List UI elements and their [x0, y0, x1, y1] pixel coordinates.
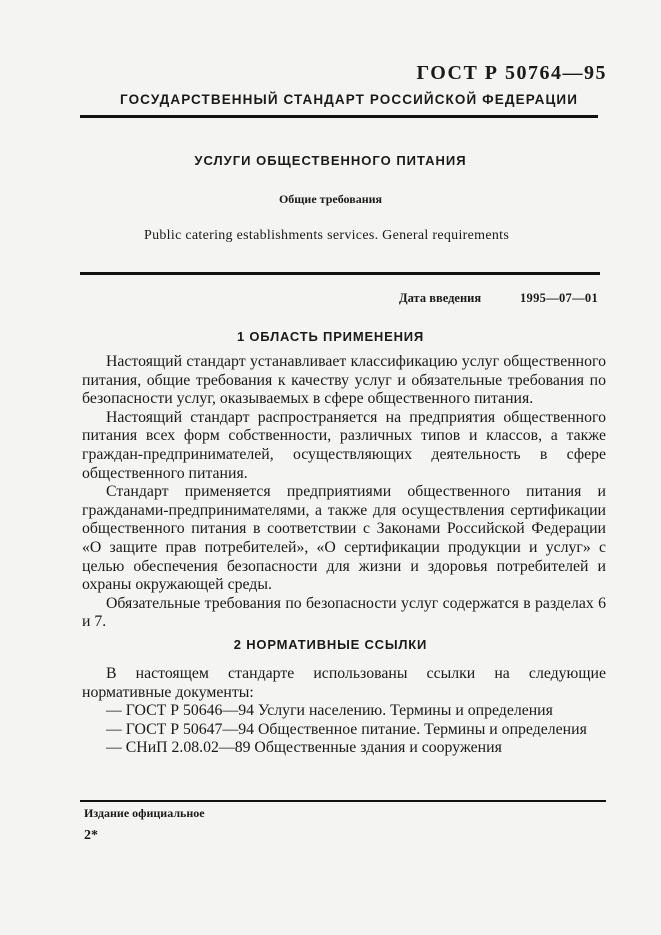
intro-date-value: 1995—07—01: [520, 291, 598, 305]
section-2-heading: 2 НОРМАТИВНЫЕ ССЫЛКИ: [233, 637, 428, 652]
section-1-paragraph: Настоящий стандарт распространяется на предприятия общественного питания всех форм собственности, различных типов и классов, а также граждан-предпринимателей, осуществляющих деятельность в сфере общественного питания.: [82, 408, 606, 482]
section-1-paragraph: Стандарт применяется предприятиями общественного питания и гражданами-предпринимателями, а также для осуществления сертификации общественного питания в соответствии с Законами Российской Федерации «О защите прав потребителей», «О сертификации продукции и услуг» с целью обеспечения безопасности для жизни и здоровья потребителей и охраны окружающей среды.: [82, 483, 606, 594]
section-1-paragraph: Настоящий стандарт устанавливает классификацию услуг общественного питания, общие требования к качеству услуг и обязательные требования по безопасности услуг, оказываемых в сфере общественного питания.: [82, 353, 606, 408]
english-title: Public catering establishments services. General requirements: [144, 228, 510, 243]
reference-item: — ГОСТ Р 50646—94 Услуги населению. Термины и определения: [106, 702, 553, 720]
reference-item: — ГОСТ Р 50647—94 Общественное питание. Термины и определения: [106, 720, 587, 738]
section-1-heading: 1 ОБЛАСТЬ ПРИМЕНЕНИЯ: [236, 329, 425, 344]
footer-rule: [80, 800, 606, 802]
document-title: УСЛУГИ ОБЩЕСТВЕННОГО ПИТАНИЯ: [194, 153, 467, 168]
section-1-paragraph: Обязательные требования по безопасности услуг содержатся в разделах 6 и 7.: [82, 594, 606, 631]
standard-code: ГОСТ Р 50764—95: [416, 62, 607, 84]
section-2-intro: В настоящем стандарте использованы ссылки на следующие нормативные документы:: [82, 665, 606, 701]
edition-note: Издание официальное: [84, 806, 205, 820]
header-rule: [80, 115, 598, 118]
page-number: 2*: [84, 828, 98, 843]
title-rule: [80, 272, 600, 275]
document-subtitle: Общие требования: [278, 192, 383, 206]
reference-item: — СНиП 2.08.02—89 Общественные здания и сооружения: [106, 739, 502, 757]
state-standard-heading: ГОСУДАРСТВЕННЫЙ СТАНДАРТ РОССИЙСКОЙ ФЕДЕРАЦИИ: [120, 92, 579, 107]
section-1-body: [82, 353, 606, 632]
intro-date-label: Дата введения: [399, 291, 482, 305]
section-2-body: [82, 665, 606, 758]
